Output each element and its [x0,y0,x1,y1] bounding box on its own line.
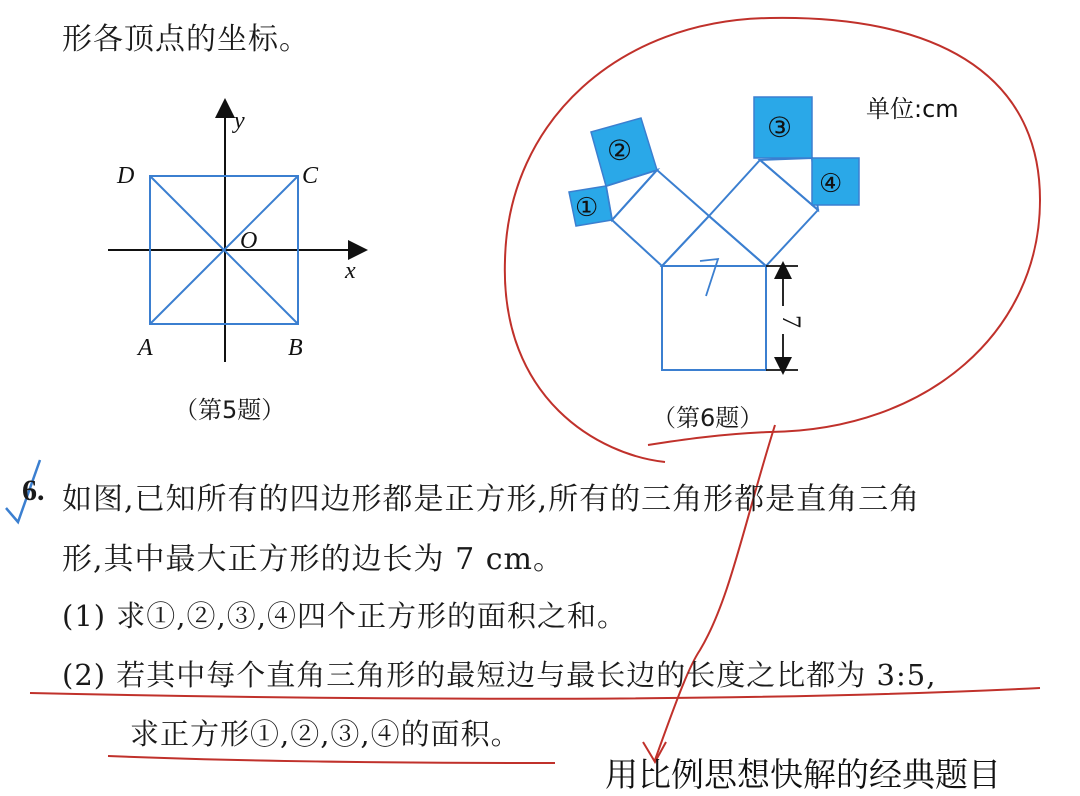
red-annotations [6,18,1040,763]
top-line-text: 形各顶点的坐标。 [62,22,310,57]
fig6-left-square [612,170,709,266]
figure-6 [569,95,959,370]
fig5-label-x: x [345,258,356,284]
fig5-label-d: D [117,163,135,189]
question-part-2b: 求正方形①,②,③,④的面积。 [130,717,521,751]
red-loop-circle [505,18,1040,462]
fig6-largest-square [662,266,766,370]
fig6-main-triangle [662,216,766,266]
fig6-dim-label: 7 [777,315,806,328]
fig6-handwritten-7 [700,259,718,296]
fig6-right-triangle [760,158,818,210]
fig5-label-c: C [302,163,319,189]
fig5-label-a: A [138,335,153,361]
handwritten-note: 用比例思想快解的经典题目 [605,755,1001,794]
fig6-label-2: ② [607,134,633,167]
fig5-label-b: B [288,335,303,361]
question-number: 6. [22,474,45,507]
fig6-caption: （第6题） [652,404,764,432]
figure-5 [108,108,358,362]
question-part-1: (1) 求①,②,③,④四个正方形的面积之和。 [62,599,627,633]
question-part-2a: (2) 若其中每个直角三角形的最短边与最长边的长度之比都为 3:5, [62,658,937,692]
fig6-unit: 单位:cm [866,95,959,123]
fig6-label-4: ④ [819,169,843,199]
fig5-caption: （第5题） [174,396,286,424]
red-underline-2 [108,756,555,763]
question-line-2: 形,其中最大正方形的边长为 7 cm。 [62,542,564,577]
fig6-right-square [709,160,818,266]
fig6-label-1: ① [575,193,599,223]
fig5-label-y: y [234,108,245,134]
fig5-label-o: O [240,228,258,254]
fig6-label-3: ③ [767,111,793,144]
question-line-1: 如图,已知所有的四边形都是正方形,所有的三角形都是直角三角 [62,482,921,517]
